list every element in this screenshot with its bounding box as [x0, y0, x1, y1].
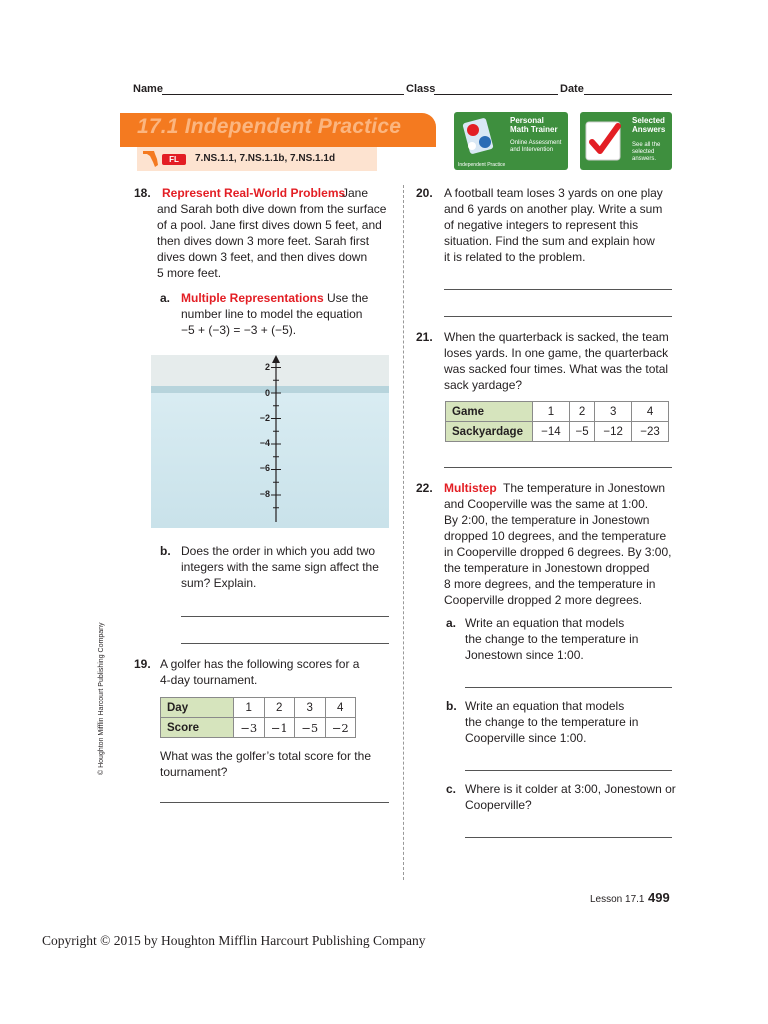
- answers-title: Selected Answers: [632, 116, 666, 134]
- q18a-label: a.: [160, 291, 171, 305]
- q18b-line-2: sum? Explain.: [181, 576, 257, 590]
- q18-line-0: Jane: [342, 186, 369, 200]
- table-cell: −5: [569, 422, 594, 442]
- q22-line-0: The temperature in Jonestown: [503, 481, 666, 495]
- table-header-day: Day: [161, 698, 234, 718]
- trainer-caption: Independent Practice: [458, 162, 506, 168]
- q22a-answer-line[interactable]: [465, 687, 672, 688]
- table-cell: −3: [234, 718, 265, 738]
- q18-line-5: 5 more feet.: [157, 266, 222, 280]
- table-cell: −2: [325, 718, 356, 738]
- q18-line-1: and Sarah both dive down from the surface: [157, 202, 387, 216]
- florida-state-icon: [142, 149, 159, 168]
- table-header-sackyardage: Sackyardage: [446, 422, 533, 442]
- golf-score-table: [160, 697, 356, 738]
- q20-line-1: and 6 yards on another play. Write a sum: [444, 202, 663, 216]
- table-cell: −23: [632, 422, 669, 442]
- q18a-line-0: Use the: [327, 291, 369, 305]
- q20-line-4: it is related to the problem.: [444, 250, 586, 264]
- q22b-answer-line[interactable]: [465, 770, 672, 771]
- table-header-score: Score: [161, 718, 234, 738]
- q19-line-1: 4-day tournament.: [160, 673, 258, 687]
- q22-line-4: in Cooperville dropped 6 degrees. By 3:00,: [444, 545, 672, 559]
- number-line[interactable]: [151, 355, 389, 528]
- date-line[interactable]: [584, 94, 672, 95]
- lesson-label: Lesson 17.1: [590, 894, 645, 905]
- q19-question-line-1: tournament?: [160, 765, 228, 779]
- q22c-answer-line[interactable]: [465, 837, 672, 838]
- nl-label-0: 0: [264, 388, 270, 398]
- q20-line-2: of negative integers to represent this: [444, 218, 639, 232]
- q20-line-3: situation. Find the sum and explain how: [444, 234, 655, 248]
- q20-answer-line-1[interactable]: [444, 289, 672, 290]
- checkmark-icon: [584, 118, 624, 164]
- state-badge: FL: [162, 154, 186, 165]
- q19-answer-line[interactable]: [160, 802, 389, 803]
- table-cell: 1: [234, 698, 265, 718]
- answers-desc: See all the selected answers.: [632, 142, 661, 162]
- sack-yardage-table: [445, 401, 669, 442]
- section-title: 17.1 Independent Practice: [137, 115, 402, 138]
- q18a-heading: Multiple Representations: [181, 291, 324, 305]
- q19-question-line-0: What was the golfer’s total score for the: [160, 749, 371, 763]
- q22-line-5: the temperature in Jonestown dropped: [444, 561, 650, 575]
- q22-line-3: dropped 10 degrees, and the temperature: [444, 529, 667, 543]
- q22-line-6: 8 more degrees, and the temperature in: [444, 577, 656, 591]
- q21-answer-line[interactable]: [444, 467, 672, 468]
- q18b-line-1: integers with the same sign affect the: [181, 560, 379, 574]
- nl-label-neg2: −2: [259, 413, 270, 423]
- nl-label-neg8: −8: [259, 489, 270, 499]
- date-label: Date: [560, 83, 584, 95]
- q18b-label: b.: [160, 544, 171, 558]
- table-row: [446, 422, 669, 442]
- q18b-answer-line-1[interactable]: [181, 616, 389, 617]
- q21-line-2: was sacked four times. What was the total: [444, 362, 669, 376]
- standards-text: 7.NS.1.1, 7.NS.1.1b, 7.NS.1.1d: [195, 153, 336, 164]
- q22a-line-0: Write an equation that models: [465, 616, 625, 630]
- copyright-footer: Copyright © 2015 by Houghton Mifflin Harcourt Publishing Company: [42, 933, 426, 948]
- q22b-label: b.: [446, 699, 457, 713]
- nl-label-2: 2: [264, 362, 270, 372]
- q22c-line-0: Where is it colder at 3:00, Jonestown or: [465, 782, 676, 796]
- q18b-answer-line-2[interactable]: [181, 643, 389, 644]
- q19-number: 19.: [134, 657, 151, 671]
- trainer-desc: Online Assessment and Intervention: [510, 140, 562, 153]
- q22-line-2: By 2:00, the temperature in Jonestown: [444, 513, 650, 527]
- q18b-line-0: Does the order in which you add two: [181, 544, 376, 558]
- q22-number: 22.: [416, 481, 433, 495]
- page-number: 499: [648, 890, 670, 905]
- q20-line-0: A football team loses 3 yards on one play: [444, 186, 663, 200]
- table-row: [161, 698, 356, 718]
- q20-number: 20.: [416, 186, 433, 200]
- q21-line-3: sack yardage?: [444, 378, 523, 392]
- table-cell: 3: [295, 698, 326, 718]
- q18-heading: Represent Real-World Problems: [162, 186, 346, 200]
- class-line[interactable]: [434, 94, 558, 95]
- q22a-line-1: the change to the temperature in: [465, 632, 639, 646]
- trainer-title: Personal Math Trainer: [510, 116, 558, 134]
- nl-label-neg6: −6: [259, 463, 270, 473]
- q21-line-1: loses yards. In one game, the quarterback: [444, 346, 669, 360]
- q18-line-3: then dives down 3 more feet. Sarah first: [157, 234, 370, 248]
- column-divider: [403, 185, 404, 880]
- q22c-line-1: Cooperville?: [465, 798, 532, 812]
- q18a-line-1: number line to model the equation: [181, 307, 363, 321]
- q21-line-0: When the quarterback is sacked, the team: [444, 330, 669, 344]
- q22a-line-2: Jonestown since 1:00.: [465, 648, 584, 662]
- q21-number: 21.: [416, 330, 433, 344]
- personal-math-trainer-badge[interactable]: [454, 112, 568, 170]
- table-cell: 2: [569, 402, 594, 422]
- table-header-game: Game: [446, 402, 533, 422]
- table-cell: −1: [264, 718, 295, 738]
- q22a-label: a.: [446, 616, 457, 630]
- q22-heading: Multistep: [444, 481, 497, 495]
- table-cell: −14: [533, 422, 570, 442]
- q20-answer-line-2[interactable]: [444, 316, 672, 317]
- table-cell: −5: [295, 718, 326, 738]
- q18-line-4: dives down 3 feet, and then dives down: [157, 250, 368, 264]
- table-row: [161, 718, 356, 738]
- table-row: [446, 402, 669, 422]
- table-cell: 4: [325, 698, 356, 718]
- q22b-line-2: Cooperville since 1:00.: [465, 731, 587, 745]
- q22b-line-0: Write an equation that models: [465, 699, 625, 713]
- name-label: Name: [133, 83, 163, 95]
- table-cell: 3: [595, 402, 632, 422]
- table-cell: 4: [632, 402, 669, 422]
- q22b-line-1: the change to the temperature in: [465, 715, 639, 729]
- table-cell: 2: [264, 698, 295, 718]
- q18-number: 18.: [134, 186, 151, 200]
- table-cell: −12: [595, 422, 632, 442]
- nl-label-neg4: −4: [259, 438, 270, 448]
- side-copyright: © Houghton Mifflin Harcourt Publishing Company: [98, 622, 105, 775]
- trainer-tools-icon: [458, 116, 500, 160]
- q22-line-1: and Cooperville was the same at 1:00.: [444, 497, 649, 511]
- q18a-line-2: −5 + (−3) = −3 + (−5).: [181, 323, 297, 337]
- name-line[interactable]: [162, 94, 404, 95]
- selected-answers-badge[interactable]: [580, 112, 672, 170]
- pool-illustration: [151, 355, 389, 528]
- table-cell: 1: [533, 402, 570, 422]
- class-label: Class: [406, 83, 436, 95]
- q19-line-0: A golfer has the following scores for a: [160, 657, 360, 671]
- q22c-label: c.: [446, 782, 457, 796]
- q22-line-7: Cooperville dropped 2 more degrees.: [444, 593, 643, 607]
- q18-line-2: of a pool. Jane first dives down 5 feet, and: [157, 218, 382, 232]
